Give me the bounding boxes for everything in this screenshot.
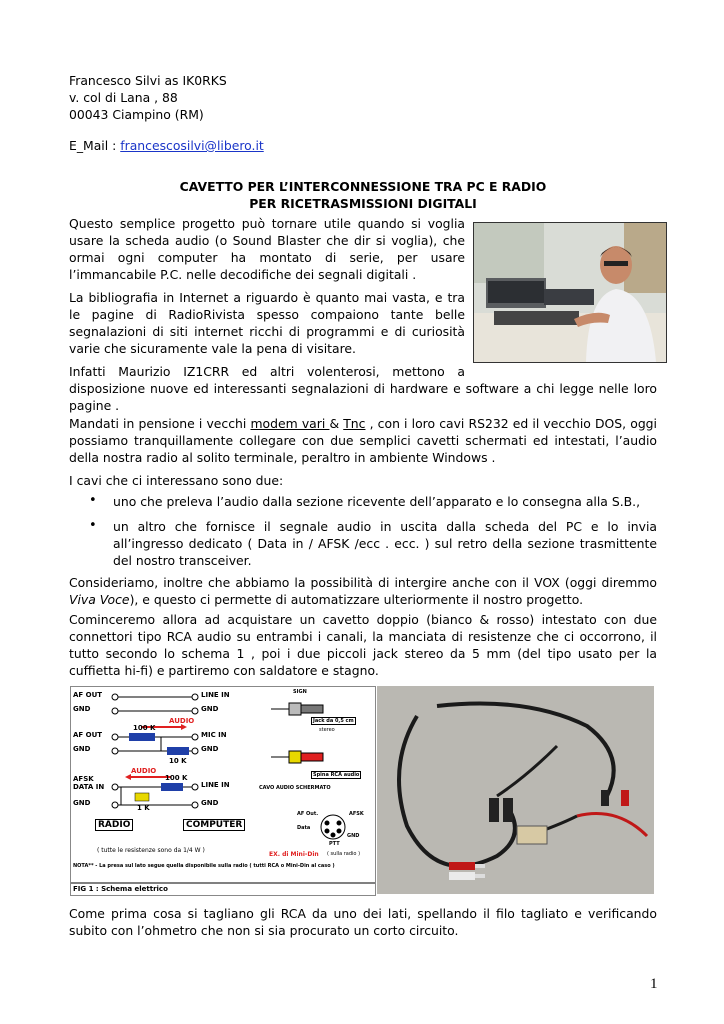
label-gnd-2: GND	[201, 705, 219, 713]
paragraph-6	[69, 574, 657, 608]
bullet-1-text: uno che preleva l’audio dalla sezione ricevente dell’apparato e lo consegna alla S.B.,	[113, 494, 641, 509]
p6-italic: Viva Voce	[69, 592, 130, 607]
page-number: 1	[650, 976, 658, 992]
label-afsk: AFSK	[73, 775, 94, 783]
author-photo	[473, 222, 667, 363]
bullet-2-marker: •	[89, 518, 97, 533]
label-sign: SIGN	[293, 689, 307, 695]
p4-text-a: Mandati in pensione i vecchi	[69, 416, 251, 431]
label-spina: Spina RCA audio	[313, 772, 360, 778]
label-100k-1: 100 K	[133, 724, 156, 732]
author-address: v. col di Lana , 88	[69, 90, 178, 105]
label-resist-note: ( tutte le resistenze sono da 1/4 W )	[97, 847, 205, 854]
paragraph-1: Questo semplice progetto può tornare utile quando si voglia usare la scheda audio (o Sound Blaster che dir si voglia), che ormai ogni computer ha montato di serie, per usare l’immancabile P.C. nelle decodifiche dei segnali digitali .	[69, 216, 465, 282]
label-afsk-din: AFSK	[349, 811, 364, 817]
label-1k: 1 K	[137, 804, 150, 812]
cable-photo	[377, 686, 654, 894]
label-ex-mini-din: EX. di Mini-Din	[269, 851, 319, 858]
p4-amp: &	[329, 416, 344, 431]
label-nota: NOTA** - La presa sul lato segue quella disponibile sulla radio ( tutti RCA o Mini-Din al caso )	[73, 863, 335, 869]
author-city: 00043 Ciampino (RM)	[69, 107, 204, 122]
paragraph-4	[69, 415, 657, 466]
label-gnd-din: GND	[347, 833, 360, 839]
email-label: E_Mail :	[69, 138, 121, 153]
email-line	[69, 137, 264, 154]
paragraph-2: La bibliografia in Internet a riguardo è quanto mai vasta, e tra le pagine di RadioRivista spesso compaiono tante belle segnalazioni di siti internet ricchi di programmi e di curiosità varie che sicuramente vale la pena di visitare.	[69, 290, 465, 356]
label-data-din: Data	[297, 825, 311, 831]
paragraph-7: Cominceremo allora ad acquistare un cavetto doppio (bianco & rosso) intestato con due connettori tipo RCA audio su entrambi i canali, la manciata di resistenze che ci occorrono, il tutto secondo lo schema 1 , poi i due piccoli jack stereo da 5 mm (del tipo usato per la cuffietta hi-fi) e partiremo con saldatore e stagno.	[69, 612, 657, 678]
label-cavo: CAVO AUDIO SCHERMATO	[259, 785, 331, 791]
label-gnd-4: GND	[201, 745, 219, 753]
bullet-2-text: un altro che fornisce il segnale audio in uscita dalla scheda del PC e lo invia all’ingresso dedicato ( Data in / AFSK /ecc . ecc. ) sul retro della sezione trasmittente del nostro transceiver.	[113, 519, 657, 568]
label-gnd-3: GND	[73, 745, 91, 753]
bullet-1-marker: •	[89, 493, 97, 508]
label-jack: Jack da 0,5 cm	[313, 718, 354, 724]
label-10k: 10 K	[169, 757, 187, 765]
label-audio-1: AUDIO	[169, 717, 195, 725]
schematic-figure	[70, 686, 376, 896]
title-line-1: CAVETTO PER L’INTERCONNESSIONE TRA PC E RADIO	[179, 179, 547, 194]
label-100k-2: 100 K	[165, 774, 188, 782]
p6-text-b: ), e questo ci permette di automatizzare ulteriormente il nostro progetto.	[129, 592, 584, 607]
label-af-out-1: AF OUT	[73, 691, 103, 699]
label-data-in: DATA IN	[73, 783, 105, 791]
paragraph-3-rest: disposizione nuove ed interessanti segnalazioni di hardware e software a chi legge nelle loro pagine .	[69, 381, 657, 413]
paragraph-5: I cavi che ci interessano sono due:	[69, 473, 284, 488]
p4-text-b: , con i loro cavi RS232 ed il vecchio DOS, oggi possiamo tranquillamente collegare con due semplici cavetti schermati ed intestati, l’audio della nostra radio al solito terminale, peraltro in ambiente Windows .	[69, 416, 657, 465]
email-link[interactable]: francescosilvi@libero.it	[120, 138, 264, 153]
paragraph-3-first-line: Infatti Maurizio IZ1CRR ed altri volenterosi, mettono a	[69, 364, 465, 379]
label-fig-caption: FIG 1 : Schema elettrico	[73, 885, 168, 893]
label-computer: COMPUTER	[183, 819, 245, 831]
label-mic-in: MIC IN	[201, 731, 227, 739]
label-stereo: stereo	[319, 727, 335, 733]
label-line-in-2: LINE IN	[201, 781, 230, 789]
label-af-out-din: AF Out.	[297, 811, 319, 817]
label-af-out-2: AF OUT	[73, 731, 103, 739]
p6-text-a: Consideriamo, inoltre che abbiamo la possibilità di intergire anche con il VOX (oggi diremmo	[69, 575, 657, 590]
author-name: Francesco Silvi as IK0RKS	[69, 73, 227, 88]
label-line-in-1: LINE IN	[201, 691, 230, 699]
label-gnd-5: GND	[73, 799, 91, 807]
label-gnd-6: GND	[201, 799, 219, 807]
label-audio-2: AUDIO	[131, 767, 157, 775]
title-line-2: PER RICETRASMISSIONI DIGITALI	[249, 196, 477, 211]
modem-link: modem vari	[250, 416, 330, 431]
tnc-link: Tnc	[343, 416, 366, 431]
label-sulla-radio: ( sulla radio )	[327, 851, 361, 857]
label-radio: RADIO	[95, 819, 133, 831]
label-gnd-1: GND	[73, 705, 91, 713]
label-ptt: PTT	[329, 841, 340, 847]
paragraph-8: Come prima cosa si tagliano gli RCA da uno dei lati, spellando il filo tagliato e verificando subito con l’ohmetro che non si sia procurato un corto circuito.	[69, 906, 657, 938]
